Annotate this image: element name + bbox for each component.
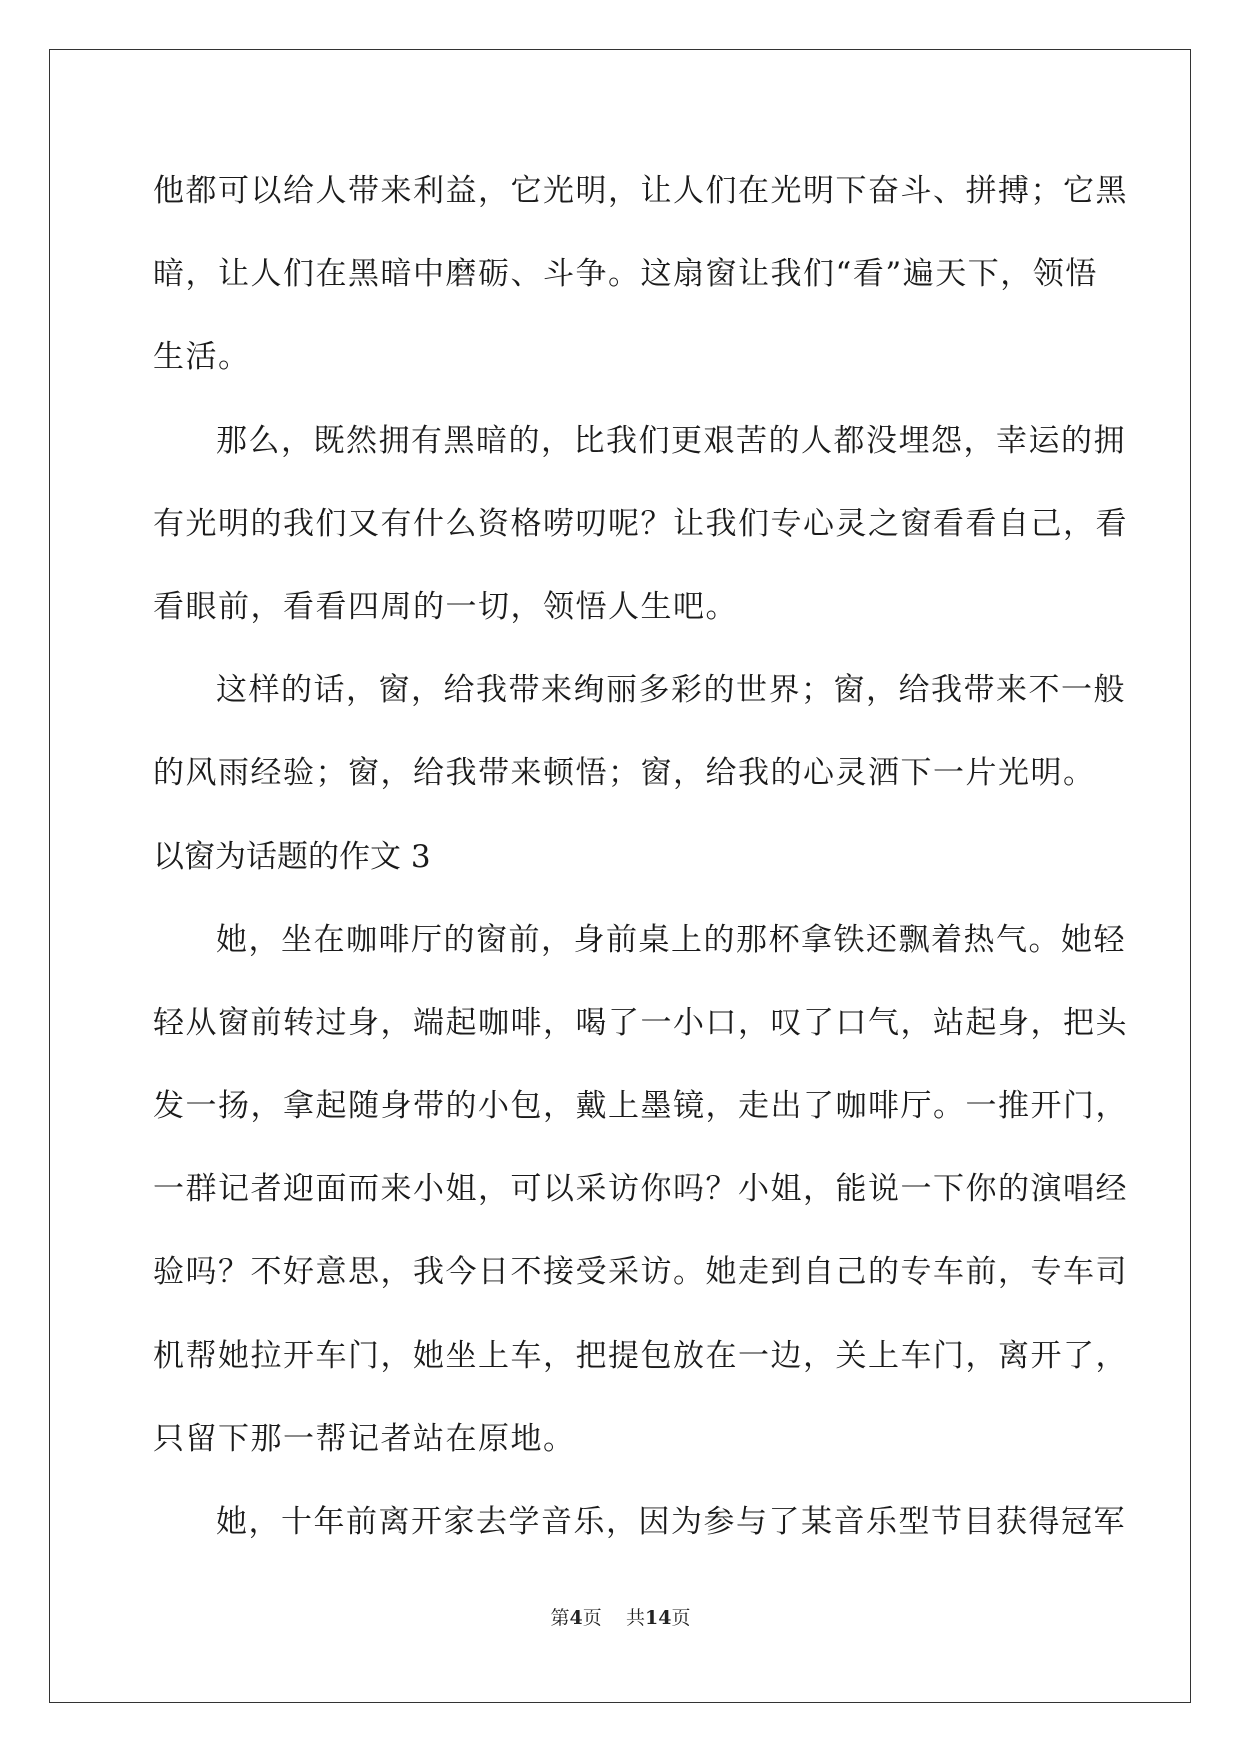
- text-line: 机帮她拉开车门，她坐上车，把提包放在一边，关上车门，离开了，: [153, 1337, 1128, 1374]
- footer-prefix: 第: [550, 1607, 570, 1629]
- footer-total-unit: 页: [671, 1607, 691, 1629]
- total-page-count: 14: [644, 1607, 672, 1629]
- text-line: 有光明的我们又有什么资格唠叨呢？让我们专心灵之窗看看自己，看: [153, 505, 1128, 542]
- text-line: 看眼前，看看四周的一切，领悟人生吧。: [153, 588, 738, 625]
- document-body: [153, 163, 1128, 1577]
- text-line: 这样的话，窗，给我带来绚丽多彩的世界；窗，给我带来不一般: [216, 672, 1126, 709]
- text-line: 她，十年前离开家去学音乐，因为参与了某音乐型节目获得冠军: [216, 1504, 1126, 1540]
- text-line: 他都可以给人带来利益，它光明，让人们在光明下奋斗、拼搏；它黑: [153, 173, 1128, 209]
- text-line: 的风雨经验；窗，给我带来顿悟；窗，给我的心灵洒下一片光明。: [153, 755, 1096, 792]
- section-heading: 以窗为话题的作文 3: [153, 838, 431, 875]
- text-line: 那么，既然拥有黑暗的，比我们更艰苦的人都没埋怨，幸运的拥: [216, 422, 1126, 459]
- text-line: 验吗？不好意思，我今日不接受采访。她走到自己的专车前，专车司: [153, 1254, 1128, 1291]
- current-page-number: 4: [569, 1607, 583, 1629]
- text-line: 发一扬，拿起随身带的小包，戴上墨镜，走出了咖啡厅。一推开门，: [153, 1088, 1128, 1125]
- text-line: 她，坐在咖啡厅的窗前，身前桌上的那杯拿铁还飘着热气。她轻: [216, 921, 1126, 958]
- text-line: 一群记者迎面而来小姐，可以采访你吗？小姐，能说一下你的演唱经: [153, 1171, 1128, 1208]
- footer-page-unit: 页: [582, 1607, 602, 1629]
- page-footer: [0, 1603, 1241, 1630]
- footer-total-prefix: 共: [625, 1607, 645, 1629]
- text-line: 轻从窗前转过身，端起咖啡，喝了一小口，叹了口气，站起身，把头: [153, 1004, 1128, 1041]
- text-line: 暗，让人们在黑暗中磨砺、斗争。这扇窗让我们“看”遍天下，领悟: [153, 256, 1098, 293]
- text-line: 生活。: [153, 339, 251, 376]
- text-line: 只留下那一帮记者站在原地。: [153, 1420, 576, 1457]
